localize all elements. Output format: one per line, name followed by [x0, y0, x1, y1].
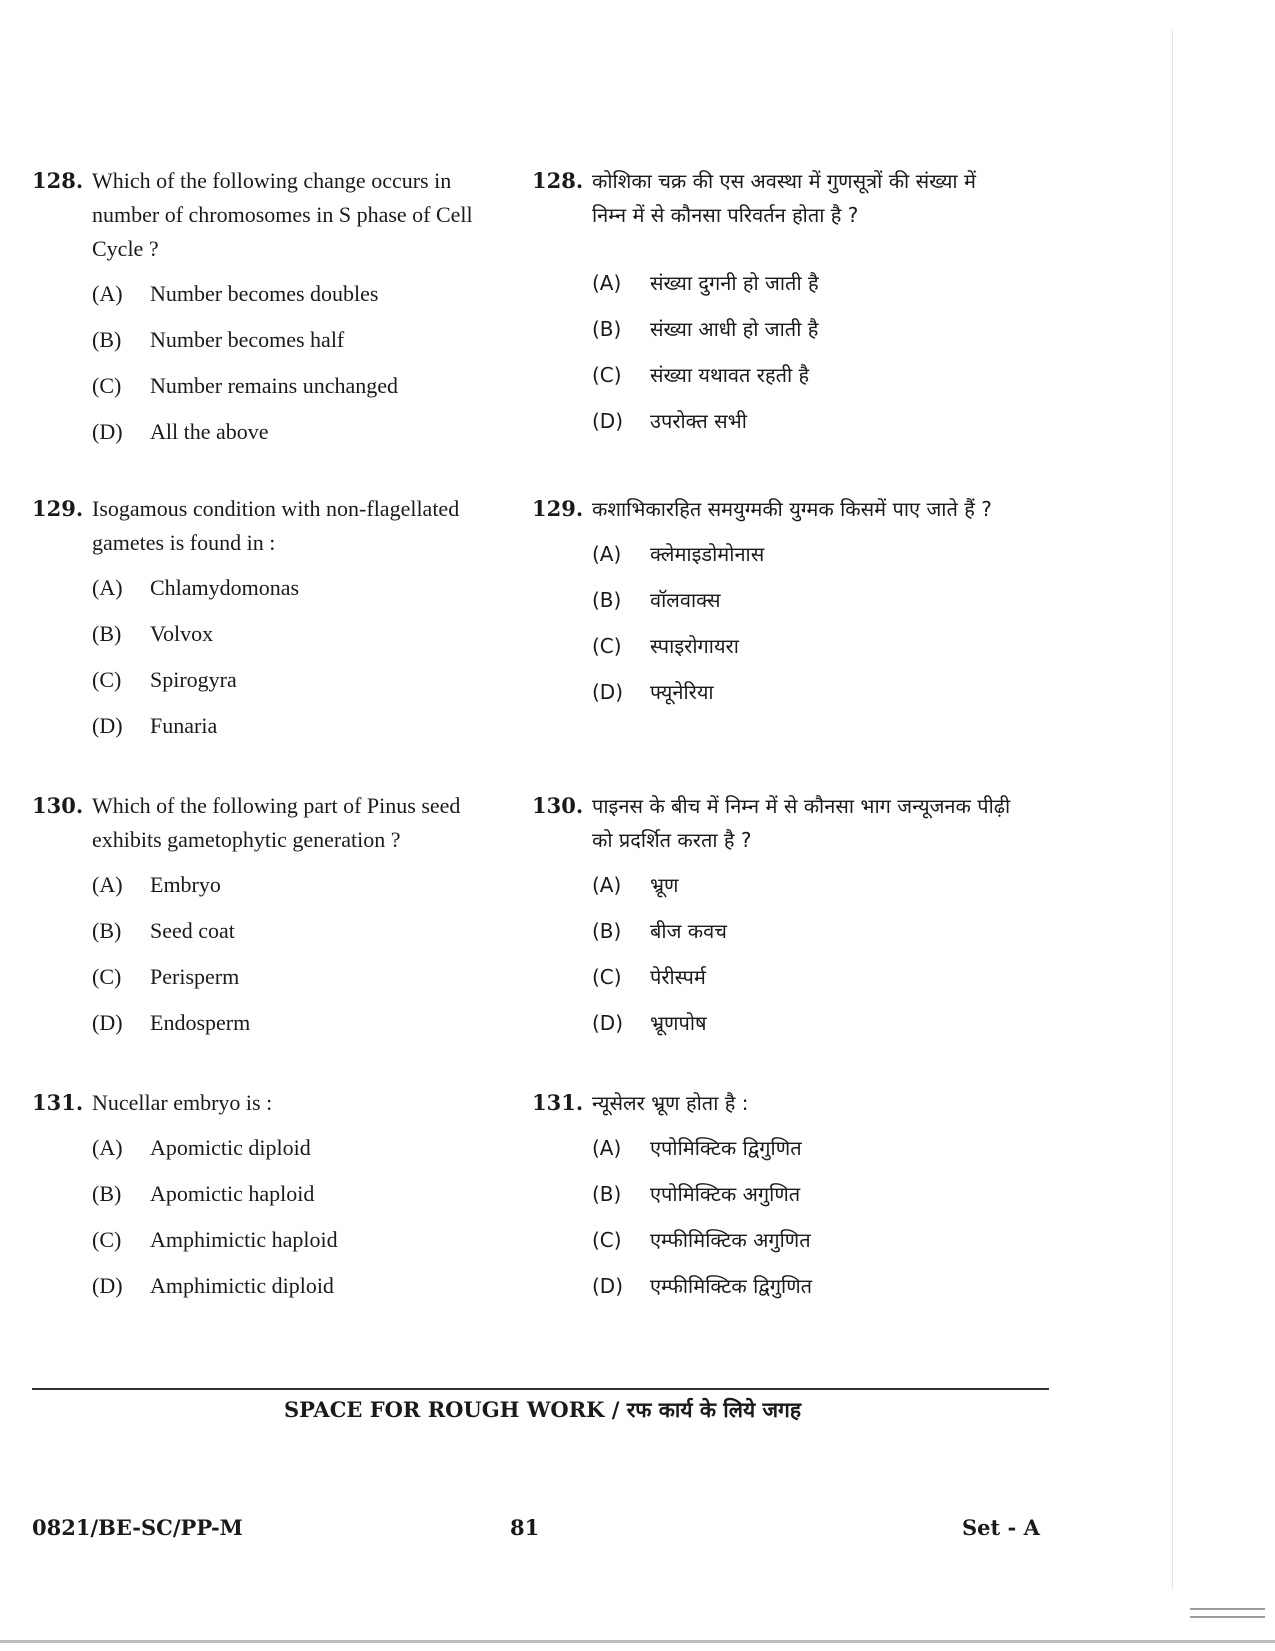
option-text: Embryo	[150, 872, 221, 897]
option-text: संख्या दुगनी हो जाती है	[650, 271, 819, 295]
option-a	[92, 868, 512, 914]
option-b	[592, 1177, 1012, 1223]
question-text: Which of the following part of Pinus seed exhibits gametophytic generation ?	[92, 793, 461, 852]
option-text: एम्फीमिक्टिक अगुणित	[650, 1228, 811, 1252]
option-text: Volvox	[150, 621, 214, 646]
option-label: (D)	[92, 713, 123, 738]
question-text: Isogamous condition with non-flagellated gametes is found in :	[92, 496, 460, 555]
option-label: (A)	[592, 1136, 622, 1160]
option-b	[92, 617, 512, 663]
option-text: Seed coat	[150, 918, 235, 943]
option-text: Number becomes doubles	[150, 281, 379, 306]
option-label: (B)	[92, 1181, 122, 1206]
option-a	[592, 868, 1012, 914]
question-number: 131.	[32, 1090, 84, 1115]
option-label: (A)	[92, 281, 123, 306]
option-text: फ्यूनेरिया	[650, 680, 714, 704]
option-label: (C)	[92, 667, 122, 692]
option-label: (B)	[92, 327, 122, 352]
question-number: 128.	[32, 168, 84, 193]
option-b	[592, 914, 1012, 960]
option-text: स्पाइरोगायरा	[650, 634, 739, 658]
option-label: (C)	[92, 964, 122, 989]
option-text: संख्या यथावत रहती है	[650, 363, 810, 387]
option-text: क्लेमाइडोमोनास	[650, 542, 765, 566]
option-label: (A)	[92, 872, 123, 897]
option-text: Funaria	[150, 713, 218, 738]
option-label: (C)	[592, 634, 622, 658]
options-list	[592, 1131, 1012, 1315]
option-text: बीज कवच	[650, 919, 727, 943]
option-d	[592, 1269, 1012, 1315]
question-text: कशाभिकारहित समयुग्मकी युग्मक किसमें पाए जाते हैं ?	[592, 497, 992, 521]
question-number: 129.	[532, 496, 584, 521]
question-129-hindi	[532, 492, 1012, 721]
option-c	[592, 1223, 1012, 1269]
option-text: Perisperm	[150, 964, 240, 989]
option-text: Number becomes half	[150, 327, 345, 352]
options-list	[92, 868, 512, 1052]
option-label: (C)	[592, 965, 622, 989]
option-d	[592, 404, 1012, 450]
option-b	[92, 914, 512, 960]
option-b	[592, 312, 1012, 358]
option-label: (D)	[592, 1011, 624, 1035]
option-d	[92, 415, 512, 461]
option-text: Amphimictic haploid	[150, 1227, 338, 1252]
option-label: (C)	[92, 373, 122, 398]
question-number: 128.	[532, 168, 584, 193]
option-label: (A)	[92, 1135, 123, 1160]
option-text: वॉलवाक्स	[650, 588, 721, 612]
option-label: (D)	[592, 1274, 624, 1298]
rough-work-label: SPACE FOR ROUGH WORK / रफ कार्य के लिये जगह	[283, 1397, 802, 1422]
scan-bottom-edge	[0, 1640, 1275, 1643]
option-label: (A)	[92, 575, 123, 600]
option-label: (C)	[592, 1228, 622, 1252]
options-list	[592, 868, 1012, 1052]
option-text: Apomictic haploid	[150, 1181, 315, 1206]
question-text: Which of the following change occurs in number of chromosomes in S phase of Cell Cycle ?	[92, 168, 473, 261]
question-number: 129.	[32, 496, 84, 521]
option-label: (A)	[592, 271, 622, 295]
option-label: (C)	[92, 1227, 122, 1252]
options-list	[592, 537, 1012, 721]
option-text: Number remains unchanged	[150, 373, 399, 398]
option-text: उपरोक्त सभी	[650, 409, 747, 433]
question-128-english	[32, 164, 512, 461]
option-a	[92, 277, 512, 323]
set-label: Set - A	[962, 1515, 1040, 1540]
option-a	[92, 1131, 512, 1177]
question-text: कोशिका चक्र की एस अवस्था में गुणसूत्रों की संख्या में निम्न में से कौनसा परिवर्तन होता है ?	[592, 169, 976, 227]
option-c	[592, 358, 1012, 404]
option-c	[92, 960, 512, 1006]
option-text: एपोमिक्टिक द्विगुणित	[650, 1136, 802, 1160]
option-label: (D)	[92, 1273, 123, 1298]
option-d	[92, 1269, 512, 1315]
option-c	[592, 629, 1012, 675]
option-a	[592, 537, 1012, 583]
question-text: न्यूसेलर भ्रूण होता है :	[592, 1091, 749, 1115]
option-d	[92, 1006, 512, 1052]
option-text: Spirogyra	[150, 667, 237, 692]
divider-line	[32, 1388, 1049, 1390]
options-list	[92, 1131, 512, 1315]
option-label: (D)	[592, 409, 624, 433]
option-a	[92, 571, 512, 617]
question-number: 130.	[32, 793, 84, 818]
option-label: (C)	[592, 363, 622, 387]
option-label: (B)	[592, 919, 622, 943]
option-a	[592, 266, 1012, 312]
option-text: All the above	[150, 419, 269, 444]
option-b	[592, 583, 1012, 629]
options-list	[92, 571, 512, 755]
option-text: Amphimictic diploid	[150, 1273, 334, 1298]
option-b	[92, 1177, 512, 1223]
option-text: Endosperm	[150, 1010, 251, 1035]
option-b	[92, 323, 512, 369]
option-label: (A)	[592, 873, 622, 897]
option-d	[592, 675, 1012, 721]
options-list	[92, 277, 512, 461]
question-text: Nucellar embryo is :	[92, 1090, 273, 1115]
option-label: (D)	[92, 419, 123, 444]
question-number: 131.	[532, 1090, 584, 1115]
question-130-hindi	[532, 789, 1012, 1052]
option-label: (B)	[592, 588, 622, 612]
option-label: (B)	[92, 918, 122, 943]
option-text: Apomictic diploid	[150, 1135, 311, 1160]
question-130-english	[32, 789, 512, 1052]
option-label: (D)	[592, 680, 624, 704]
option-c	[92, 663, 512, 709]
question-131-hindi	[532, 1086, 1012, 1315]
option-text: भ्रूणपोष	[650, 1011, 707, 1035]
scan-edge-lines	[1190, 1608, 1265, 1618]
option-a	[592, 1131, 1012, 1177]
options-list	[592, 266, 1012, 450]
option-text: Chlamydomonas	[150, 575, 300, 600]
paper-code: 0821/BE-SC/PP-M	[32, 1515, 243, 1540]
page-edge-shadow	[1172, 30, 1173, 1590]
option-label: (B)	[592, 1182, 622, 1206]
page-number: 81	[510, 1515, 540, 1540]
option-d	[92, 709, 512, 755]
option-text: संख्या आधी हो जाती है	[650, 317, 819, 341]
question-text: पाइनस के बीच में निम्न में से कौनसा भाग जन्यूजनक पीढ़ी को प्रदर्शित करता है ?	[592, 794, 1011, 852]
option-c	[92, 369, 512, 415]
option-label: (A)	[592, 542, 622, 566]
option-text: भ्रूण	[650, 873, 679, 897]
option-c	[92, 1223, 512, 1269]
option-text: एपोमिक्टिक अगुणित	[650, 1182, 801, 1206]
option-label: (B)	[92, 621, 122, 646]
option-label: (D)	[92, 1010, 123, 1035]
question-number: 130.	[532, 793, 584, 818]
option-d	[592, 1006, 1012, 1052]
question-128-hindi	[532, 164, 1012, 450]
option-label: (B)	[592, 317, 622, 341]
option-text: पेरीस्पर्म	[650, 965, 706, 989]
option-text: एम्फीमिक्टिक द्विगुणित	[650, 1274, 813, 1298]
question-131-english	[32, 1086, 512, 1315]
option-c	[592, 960, 1012, 1006]
question-129-english	[32, 492, 512, 755]
